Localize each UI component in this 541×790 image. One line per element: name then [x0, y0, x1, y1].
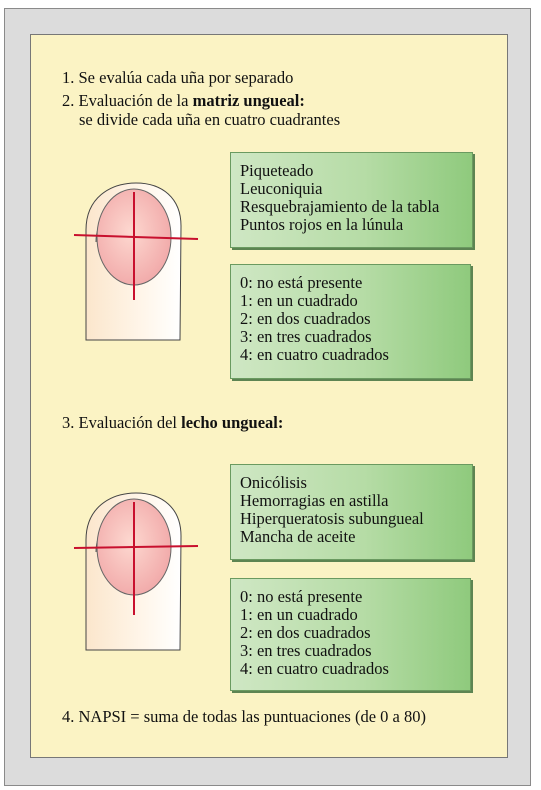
score-line: 0: no está presente: [240, 587, 363, 606]
score-line: 3: en tres cuadrados: [240, 327, 372, 346]
finger-bed-diagram: [70, 490, 210, 660]
bed-sign: Hiperqueratosis subungueal: [240, 509, 424, 528]
step-4: 4. NAPSI = suma de todas las puntuaciones (de 0 a 80): [62, 707, 426, 726]
step-3-bold: lecho ungueal:: [181, 413, 284, 432]
score-line: 4: en cuatro cuadrados: [240, 345, 389, 364]
matrix-sign: Leuconiquia: [240, 179, 323, 198]
step-2: [62, 91, 305, 111]
step-3-prefix: 3. Evaluación del: [62, 413, 182, 432]
bed-signs-box: [230, 464, 473, 560]
matrix-sign: Piqueteado: [240, 161, 314, 180]
score-line: 3: en tres cuadrados: [240, 641, 372, 660]
matrix-scores-box: [230, 264, 471, 379]
step-2-line2: se divide cada uña en cuatro cuadrantes: [79, 110, 341, 129]
step-3: [62, 413, 283, 433]
score-line: 2: en dos cuadrados: [240, 623, 371, 642]
score-line: 1: en un cuadrado: [240, 605, 358, 624]
score-line: 4: en cuatro cuadrados: [240, 659, 389, 678]
bed-sign: Mancha de aceite: [240, 527, 356, 546]
step-2-bold: matriz ungueal:: [192, 91, 305, 110]
score-line: 0: no está presente: [240, 273, 363, 292]
score-line: 2: en dos cuadrados: [240, 309, 371, 328]
matrix-signs-box: [230, 152, 473, 248]
step-2-prefix: 2. Evaluación de la: [62, 91, 193, 110]
matrix-sign: Puntos rojos en la lúnula: [240, 215, 404, 234]
bed-sign: Hemorragias en astilla: [240, 491, 389, 510]
matrix-sign: Resquebrajamiento de la tabla: [240, 197, 440, 216]
step-1: 1. Se evalúa cada uña por separado: [62, 68, 294, 87]
finger-matrix-diagram: [70, 180, 210, 350]
score-line: 1: en un cuadrado: [240, 291, 358, 310]
bed-sign: Onicólisis: [240, 473, 307, 492]
bed-scores-box: [230, 578, 471, 691]
